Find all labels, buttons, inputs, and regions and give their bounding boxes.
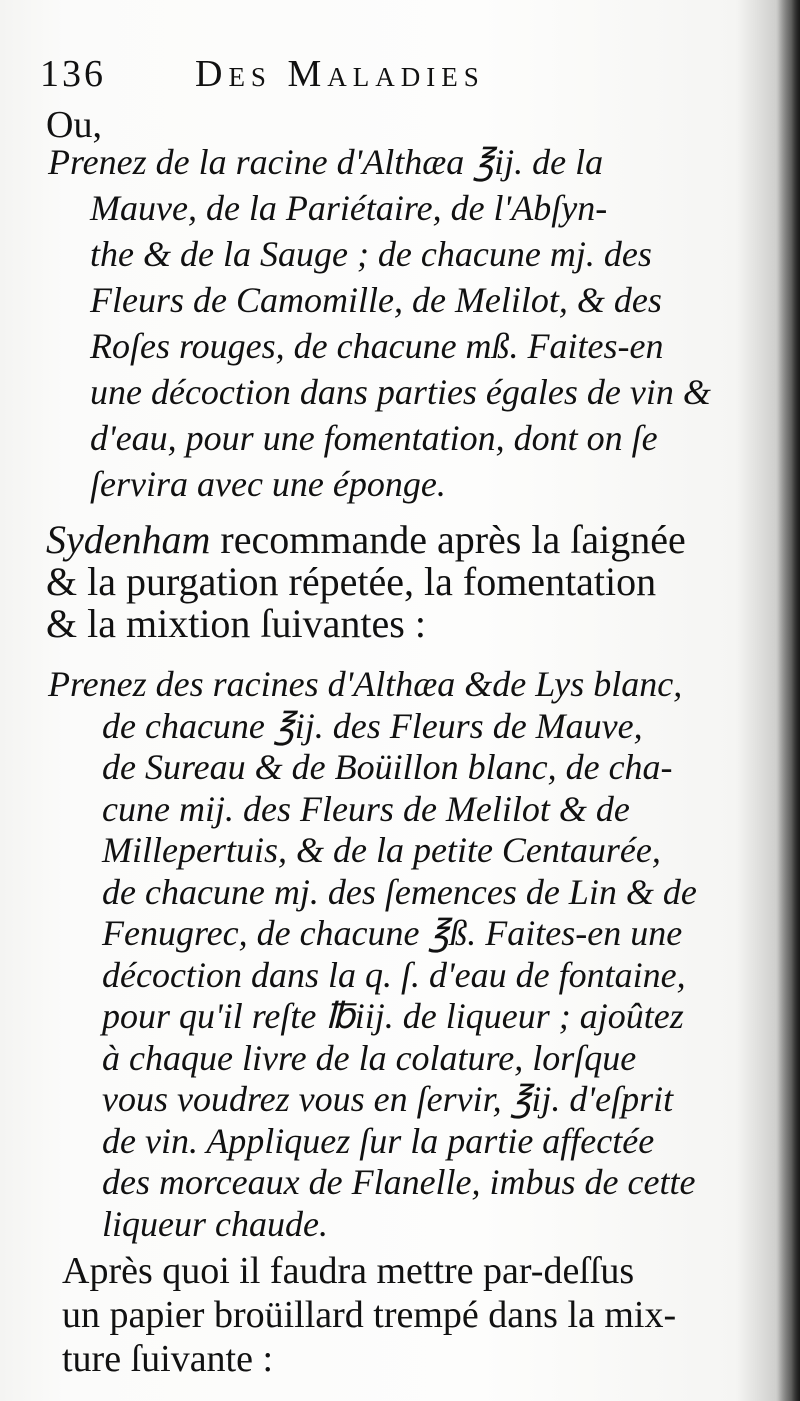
running-header bbox=[40, 52, 620, 102]
recipe-2-line: de Sureau & de Boüillon blanc, de cha- bbox=[102, 747, 673, 787]
recipe-2-line: à chaque livre de la colature, lorſque bbox=[102, 1038, 637, 1078]
paragraph-1-line: & la mixtion ſuivantes : bbox=[46, 601, 426, 646]
paragraph-2-line: ture ſuivante : bbox=[62, 1338, 274, 1380]
recipe-2-line: des morceaux de Flanelle, imbus de cette bbox=[102, 1162, 696, 1202]
recipe-2-line: de chacune mj. des ſemences de Lin & de bbox=[102, 872, 697, 912]
recipe-2-line: liqueur chaude. bbox=[102, 1204, 328, 1244]
recipe-1-line: ſervira avec une éponge. bbox=[90, 464, 446, 504]
recipe-2-line: décoction dans la q. ſ. d'eau de fontaine, bbox=[102, 955, 686, 995]
recipe-2-line: Fenugrec, de chacune ℥ß. Faites-en une bbox=[102, 913, 683, 953]
recipe-2-line: Millepertuis, & de la petite Centaurée, bbox=[102, 830, 661, 870]
recipe-1-line: Roſes rouges, de chacune mß. Faites-en bbox=[90, 326, 664, 366]
recipe-2-line: Prenez des racines d'Althæa &de Lys blanc, bbox=[48, 664, 683, 704]
recipe-1-line: Fleurs de Camomille, de Melilot, & des bbox=[90, 280, 662, 320]
page-edge-shadow bbox=[778, 0, 800, 1401]
running-title: Des Maladies bbox=[195, 53, 485, 95]
recipe-1-line: the & de la Sauge ; de chacune mj. des bbox=[90, 234, 652, 274]
page-number: 136 bbox=[40, 53, 106, 95]
recipe-2-line: vous voudrez vous en ſervir, ℥ij. d'eſprit bbox=[102, 1079, 674, 1119]
recipe-2-line: de vin. Appliquez ſur la partie affectée bbox=[102, 1121, 655, 1161]
recipe-1-line: Prenez de la racine d'Althæa ℥ij. de la bbox=[48, 142, 604, 182]
paragraph-1-line: & la purgation répetée, la fomentation bbox=[46, 559, 657, 604]
paragraph-2-line: un papier broüillard trempé dans la mix- bbox=[62, 1294, 677, 1336]
recipe-1-intro: Ou, bbox=[46, 104, 102, 146]
recipe-1-line: une décoction dans parties égales de vin & bbox=[90, 372, 711, 412]
recipe-1-line: Mauve, de la Pariétaire, de l'Abſyn- bbox=[90, 188, 608, 228]
recipe-2-line: pour qu'il reſte ℔iij. de liqueur ; ajoûtez bbox=[102, 996, 684, 1036]
recipe-2-line: cune mij. des Fleurs de Melilot & de bbox=[102, 789, 630, 829]
paragraph-2-line: Après quoi il faudra mettre par-deſſus bbox=[62, 1250, 635, 1292]
author-name: Sydenham bbox=[46, 517, 211, 562]
recipe-1-line: d'eau, pour une fomentation, dont on ſe bbox=[90, 418, 658, 458]
recipe-2-line: de chacune ℥ij. des Fleurs de Mauve, bbox=[102, 706, 643, 746]
paragraph-1-text: recommande après la ſaignée bbox=[210, 517, 686, 562]
paragraph-1-line bbox=[46, 517, 686, 562]
